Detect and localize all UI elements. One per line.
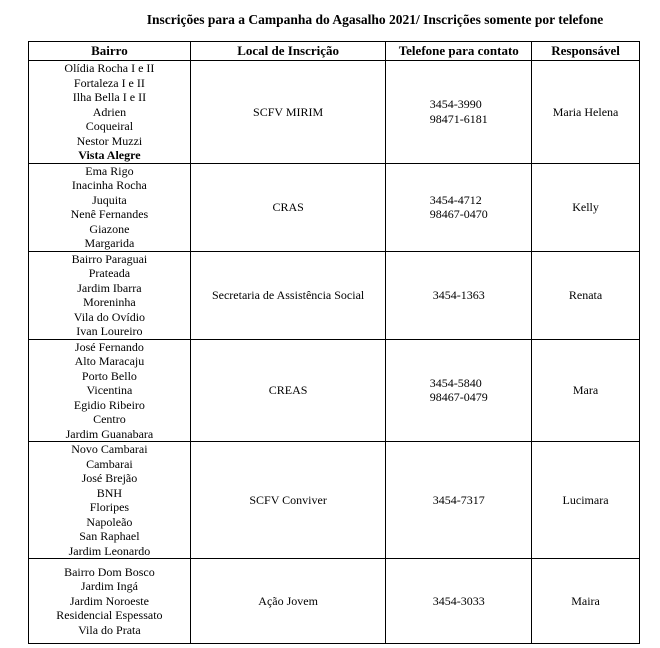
telefone-number: 98467-0479 (429, 390, 488, 405)
page-title: Inscrições para a Campanha do Agasalho 2021/ Inscrições somente por telefone (146, 12, 604, 27)
telefone-cell (386, 61, 532, 164)
telefone-number: 98467-0470 (429, 207, 488, 221)
bairro-name: Moreninha (83, 295, 136, 309)
bairro-name: José Fernando (74, 339, 144, 354)
bairro-name: Egidio Ribeiro (73, 397, 145, 412)
telefone-list (433, 493, 485, 508)
bairro-name: Ilha Bella I e II (72, 90, 147, 104)
responsavel-cell: Renata (532, 251, 640, 339)
bairro-name: Floripes (89, 500, 130, 514)
table-header-row (29, 42, 640, 61)
responsavel-cell: Maria Helena (532, 61, 640, 164)
telefone-number: 98471-6181 (429, 111, 488, 126)
telefone-cell (386, 163, 532, 251)
responsavel-cell: Maira (532, 559, 640, 644)
bairro-cell (29, 442, 191, 559)
bairro-name: Jardim Leonardo (68, 543, 151, 558)
table-row (29, 251, 640, 339)
bairro-name: Napoleão (86, 514, 133, 529)
local-cell: Ação Jovem (190, 559, 386, 644)
bairro-cell (29, 559, 191, 644)
telefone-number: 3454-7317 (432, 492, 485, 507)
bairro-cell (29, 339, 191, 442)
bairro-name: Vicentina (86, 383, 133, 397)
telefone-list (430, 97, 488, 126)
responsavel-cell: Mara (532, 339, 640, 442)
responsavel-cell: Kelly (532, 163, 640, 251)
bairro-cell (29, 163, 191, 251)
bairro-name: Jardim Noroeste (69, 593, 149, 608)
registration-table (28, 41, 640, 644)
bairro-name: Bairro Paraguai (71, 251, 148, 266)
table-row (29, 339, 640, 442)
bairro-name: San Raphael (79, 529, 140, 543)
local-cell: Secretaria de Assistência Social (190, 251, 386, 339)
bairro-cell (29, 61, 191, 164)
bairro-name: Giazone (89, 221, 130, 236)
telefone-list (433, 288, 485, 303)
table-row (29, 163, 640, 251)
bairro-name: Adrien (92, 104, 127, 119)
bairro-name: Ema Rigo (85, 163, 134, 178)
bairro-name: Juquita (92, 192, 127, 207)
bairro-name: José Brejão (81, 471, 138, 485)
bairro-name: Fortaleza I e II (73, 75, 145, 90)
bairro-name: Porto Bello (81, 368, 137, 383)
telefone-list (430, 193, 488, 222)
header-telefone: Telefone para contato (386, 42, 532, 61)
local-cell: SCFV Conviver (190, 442, 386, 559)
bairro-name: Vila do Ovídio (73, 309, 146, 324)
bairro-name: Vista Alegre (78, 148, 141, 162)
local-cell: SCFV MIRIM (190, 61, 386, 164)
responsavel-cell: Lucimara (532, 442, 640, 559)
bairro-name: Ivan Loureiro (76, 324, 143, 338)
table-row (29, 559, 640, 644)
header-responsavel: Responsável (532, 42, 640, 61)
bairro-name: Vila do Prata (78, 622, 141, 637)
header-local: Local de Inscrição (190, 42, 386, 61)
local-cell: CREAS (190, 339, 386, 442)
bairro-name: Jardim Ingá (80, 579, 138, 594)
bairro-name: BNH (96, 485, 123, 500)
telefone-list (430, 376, 488, 405)
bairro-name: Margarida (84, 236, 135, 250)
bairro-name: Bairro Dom Bosco (64, 564, 155, 579)
bairro-name: Coqueiral (85, 119, 134, 133)
bairro-cell (29, 251, 191, 339)
telefone-number: 3454-1363 (432, 287, 485, 302)
telefone-cell (386, 251, 532, 339)
local-cell: CRAS (190, 163, 386, 251)
bairro-name: Inacinha Rocha (71, 178, 147, 192)
header-bairro: Bairro (29, 42, 191, 61)
telefone-number: 3454-5840 (429, 375, 482, 390)
telefone-number: 3454-3033 (432, 593, 485, 608)
telefone-number: 3454-4712 (429, 192, 482, 207)
bairro-name: Alto Maracaju (74, 354, 145, 368)
telefone-list (433, 594, 485, 609)
bairro-name: Jardim Ibarra (77, 280, 142, 295)
table-row (29, 442, 640, 559)
telefone-cell (386, 559, 532, 644)
telefone-cell (386, 339, 532, 442)
bairro-name: Nenê Fernandes (70, 207, 149, 221)
table-row (29, 61, 640, 164)
telefone-cell (386, 442, 532, 559)
telefone-number: 3454-3990 (429, 97, 482, 112)
bairro-name: Novo Cambarai (71, 442, 148, 456)
bairro-name: Residencial Espessato (56, 608, 163, 623)
bairro-name: Cambarai (86, 456, 133, 471)
bairro-name: Centro (93, 412, 126, 426)
bairro-name: Jardim Guanabara (65, 426, 154, 441)
bairro-name: Olídia Rocha I e II (64, 61, 155, 75)
bairro-name: Nestor Muzzi (76, 133, 143, 148)
bairro-name: Prateada (88, 266, 131, 280)
